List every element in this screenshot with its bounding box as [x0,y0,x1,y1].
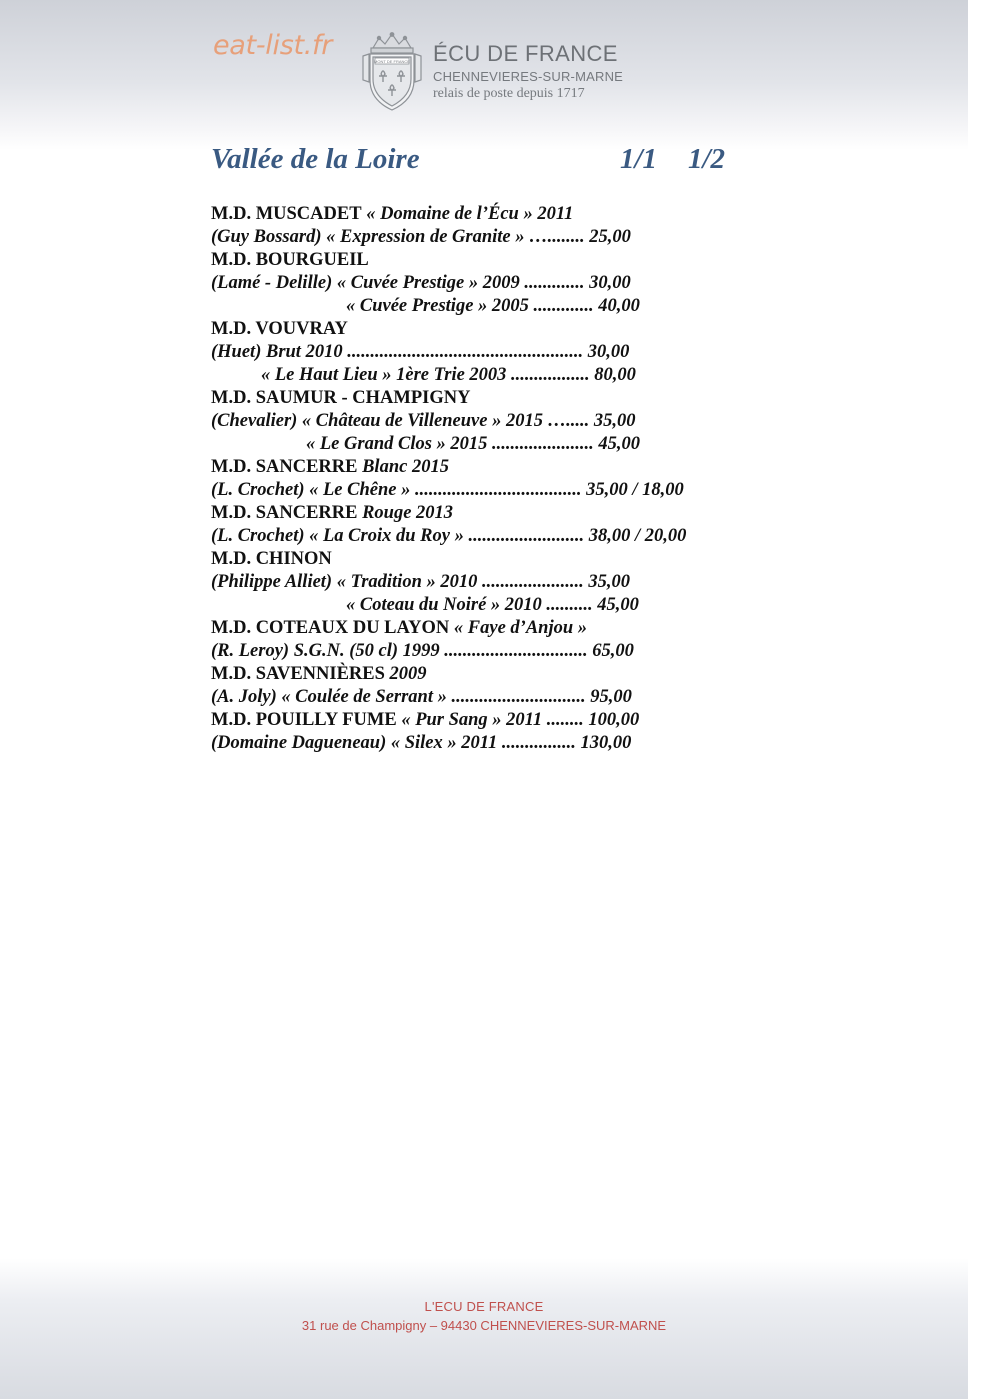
section-title: Vallée de la Loire [211,143,420,175]
appellation-detail: Rouge 2013 [357,503,454,523]
appellation-detail: « Pur Sang » 2011 ........ 100,00 [396,710,640,730]
wine-line: (Philippe Alliet) « Tradition » 2010 ...................... 35,00 [211,572,630,592]
wine-line: (R. Leroy) S.G.N. (50 cl) 1999 ............................... 65,00 [211,641,634,661]
column-half-bottle: 1/2 [688,143,726,175]
appellation-line [211,249,911,272]
brand-town: CHENNEVIERES-SUR-MARNE [433,69,624,84]
appellation-name: M.D. BOURGUEIL [211,250,369,270]
wine-line: « Coteau du Noiré » 2010 .......... 45,00 [346,595,639,615]
appellation-line [211,663,911,686]
appellation-name: M.D. SAVENNIÈRES [211,664,385,684]
crest-banner-text: MONT DE FRANCE [374,59,410,64]
appellation-line [211,617,911,640]
appellation-name: M.D. SAUMUR - CHAMPIGNY [211,388,471,408]
footer-name: L'ECU DE FRANCE [424,1299,544,1314]
wine-line: (L. Crochet) « La Croix du Roy » ......................... 38,00 / 20,00 [211,526,687,546]
wine-line: (Chevalier) « Château de Villeneuve » 2015 …..... 35,00 [211,411,636,431]
footer-address: 31 rue de Champigny – 94430 CHENNEVIERES-SUR-MARNE [301,1318,667,1333]
wine-line: (Lamé - Delille) « Cuvée Prestige » 2009 ............. 30,00 [211,273,631,293]
appellation-line [211,203,911,226]
column-full-bottle: 1/1 [620,143,658,175]
wine-line: (Huet) Brut 2010 ................................................... 30,00 [211,342,630,362]
wine-line: « Le Haut Lieu » 1ère Trie 2003 ................. 80,00 [261,365,636,385]
appellation-line [211,387,911,410]
appellation-name: M.D. SANCERRE [211,457,358,477]
appellation-name: M.D. CHINON [211,549,332,569]
brand-name: ÉCU DE FRANCE [433,41,618,66]
wine-line: (Domaine Dagueneau) « Silex » 2011 ................ 130,00 [211,733,632,753]
appellation-name: M.D. POUILLY FUME [211,710,397,730]
wine-line: « Cuvée Prestige » 2005 ............. 40,00 [346,296,640,316]
appellation-line [211,548,911,571]
wine-line: (L. Crochet) « Le Chêne » .................................... 35,00 / 18,00 [211,480,684,500]
page-margin [968,0,989,1399]
appellation-detail: « Domaine de l’Écu » 2011 [361,204,574,224]
wine-line: (A. Joly) « Coulée de Serrant » ............................. 95,00 [211,687,632,707]
wine-line: (Guy Bossard) « Expression de Granite » …........ 25,00 [211,227,631,247]
wine-list [211,203,911,755]
brand-block [433,40,623,103]
wine-line: « Le Grand Clos » 2015 ...................... 45,00 [306,434,641,454]
appellation-detail: « Faye d’Anjou » [449,618,588,638]
appellation-detail: Blanc 2015 [357,457,449,477]
appellation-name: M.D. MUSCADET [211,204,362,224]
appellation-name: M.D. VOUVRAY [211,319,348,339]
brand-since: relais de poste depuis 1717 [433,86,585,101]
watermark: eat-list.fr [213,30,333,61]
appellation-line [211,318,911,341]
crest-logo [361,32,423,112]
appellation-name: M.D. SANCERRE [211,503,358,523]
appellation-line [211,502,911,525]
appellation-line [211,709,911,732]
appellation-line [211,456,911,479]
appellation-detail: 2009 [384,664,427,684]
appellation-name: M.D. COTEAUX DU LAYON [211,618,450,638]
